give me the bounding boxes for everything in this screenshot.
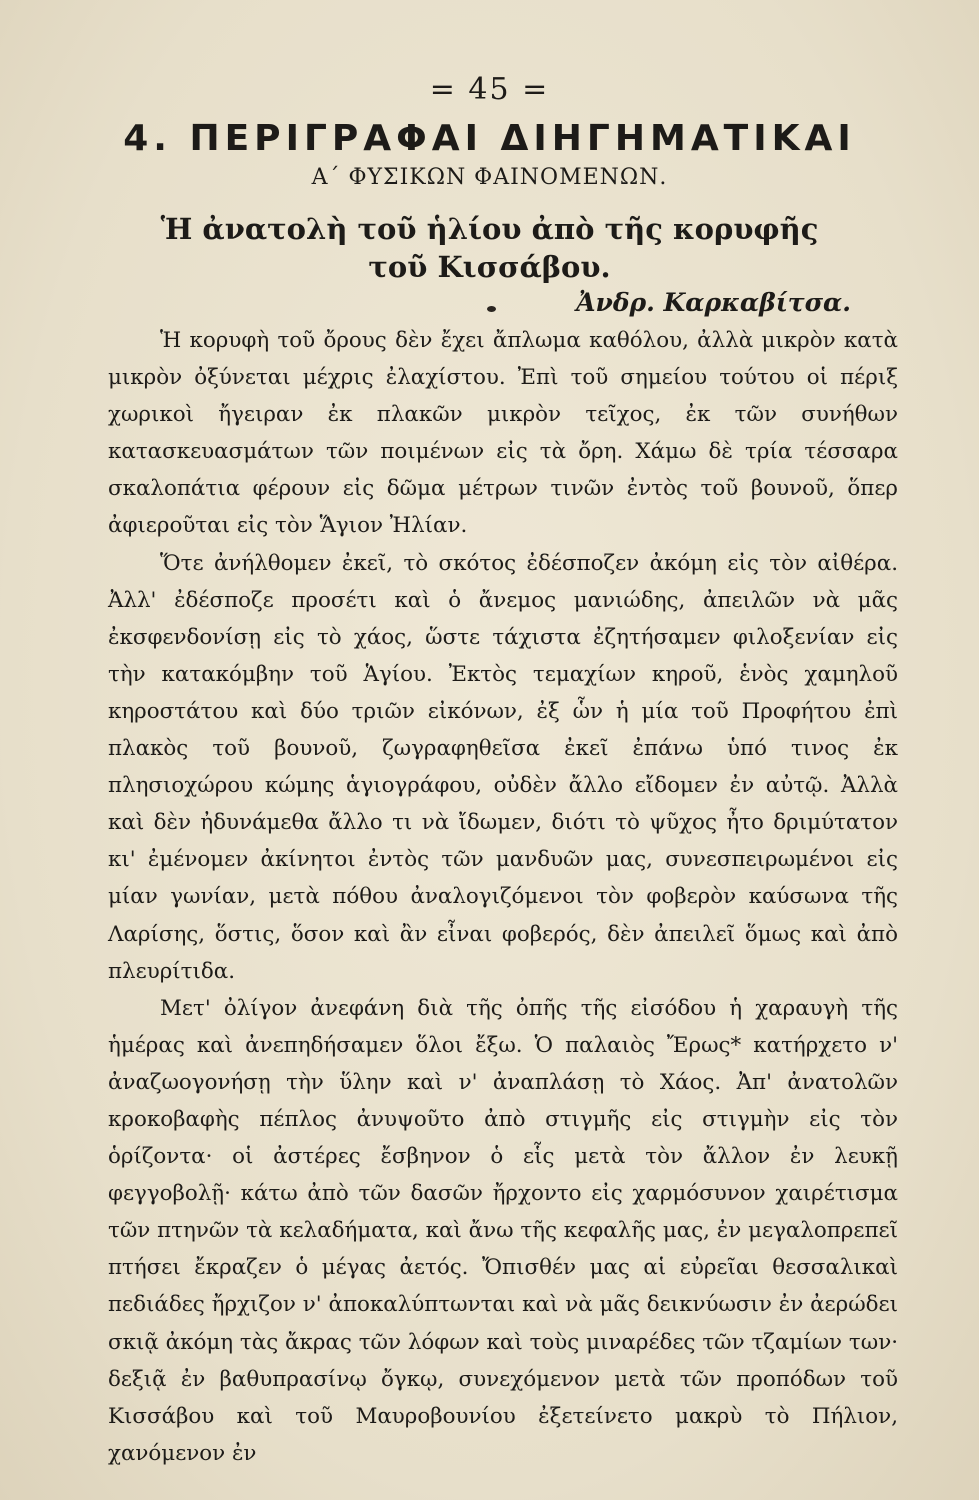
paragraph-2: Ὅτε ἀνήλθομεν ἐκεῖ, τὸ σκότος ἐδέσποζεν ἀκόμη εἰς τὸν αἰθέρα. Ἀλλ' ἐδέσποζε προσέτι καὶ ὁ ἄνεμος μανιώδης, ἀπειλῶν νὰ μᾶς ἐκσφενδονίσῃ εἰς τὸ χάος, ὥστε τάχιστα ἐζητήσαμεν φιλοξενίαν εἰς τὴν κατακόμβην τοῦ Ἁγίου. Ἐκτὸς τεμαχίων κηροῦ, ἑνὸς χαμηλοῦ κηροστάτου καὶ δύο τριῶν εἰκόνων, ἐξ ὧν ἡ μία τοῦ Προφήτου ἐπὶ πλακὸς τοῦ βουνοῦ, ζωγραφηθεῖσα ἐκεῖ ἐπάνω ὑπό τινος ἐκ πλησιοχώρου κώμης ἁγιογράφου, οὐδὲν ἄλλο εἴδομεν ἐν αὐτῷ. Ἀλλὰ καὶ δὲν ἠδυνάμεθα ἄλλο τι νὰ ἴδωμεν, διότι τὸ ψῦχος ἦτο δριμύτατον κι' ἐμένομεν ἀκίνητοι ἐντὸς τῶν μανδυῶν μας, συνεσπειρωμένοι εἰς μίαν γωνίαν, μετὰ πόθου ἀναλογιζόμενοι τὸν φοβερὸν καύσωνα τῆς Λαρίσης, ὅστις, ὅσον καὶ ἂν εἶναι φοβερός, δὲν ἀπειλεῖ ὅμως καὶ ἀπὸ πλευρίτιδα. [108,550,898,984]
article-title-line-1: Ἡ ἀνατολὴ τοῦ ἡλίου ἀπὸ τῆς κορυφῆς [160,212,819,246]
article-title-line-2: τοῦ Κισσάβου. [368,250,611,284]
chapter-title: 4. ΠΕΡΙΓΡΑΦΑΙ ΔΙΗΓΗΜΑΤΙΚΑΙ [123,118,856,159]
paragraph-1: Ἡ κορυφὴ τοῦ ὄρους δὲν ἔχει ἄπλωμα καθόλου, ἀλλὰ μικρὸν κατὰ μικρὸν ὀξύνεται μέχρις ἐλαχίστου. Ἐπὶ τοῦ σημείου τούτου οἱ πέριξ χωρικοὶ ἤγειραν ἐκ πλακῶν μικρὸν τεῖχος, ἐκ τῶν συνήθων κατασκευασμάτων τῶν ποιμένων εἰς τὰ ὄρη. Χάμω δὲ τρία τέσσαρα σκαλοπάτια φέρουν εἰς δῶμα μέτρων τινῶν ἐντὸς τοῦ βουνοῦ, ὅπερ ἀφιεροῦται εἰς τὸν Ἅγιον Ἠλίαν. [108,328,898,539]
body-text [108,322,898,1472]
ink-speck [487,306,496,312]
section-heading: Α΄ ΦΥΣΙΚΩΝ ΦΑΙΝΟΜΕΝΩΝ. [311,165,668,190]
page-number: = 45 = [429,72,550,107]
article-title [0,210,979,286]
paragraph-3: Μετ' ὀλίγον ἀνεφάνη διὰ τῆς ὀπῆς τῆς εἰσόδου ἡ χαραυγὴ τῆς ἡμέρας καὶ ἀνεπηδήσαμεν ὅλοι ἔξω. Ὁ παλαιὸς Ἔρως* κατήρχετο ν' ἀναζωογονήσῃ τὴν ὕλην καὶ ν' ἀναπλάσῃ τὸ Χάος. Ἀπ' ἀνατολῶν κροκοβαφὴς πέπλος ἀνυψοῦτο ἀπὸ στιγμῆς εἰς στιγμὴν εἰς τὸν ὁρίζοντα· οἱ ἀστέρες ἔσβηνον ὁ εἷς μετὰ τὸν ἄλλον ἐν λευκῇ φεγγοβολῇ· κάτω ἀπὸ τῶν δασῶν ἤρχοντο εἰς χαρμόσυνον χαιρέτισμα τῶν πτηνῶν τὰ κελαδήματα, καὶ ἄνω τῆς κεφαλῆς μας, ἐν μεγαλοπρεπεῖ πτήσει ἔκραζεν ὁ μέγας ἀετός. Ὄπισθέν μας αἱ εὐρεῖαι θεσσαλικαὶ πεδιάδες ἤρχιζον ν' ἀποκαλύπτωνται καὶ νὰ μᾶς δεικνύωσιν ἐν ἀερώδει σκιᾷ ἀκόμη τὰς ἄκρας τῶν λόφων καὶ τοὺς μιναρέδες τῶν τζαμίων των· δεξιᾷ ἐν βαθυπρασίνῳ ὄγκῳ, συνεχόμενον μετὰ τῶν προπόδων τοῦ Κισσάβου καὶ τοῦ Μαυροβουνίου ἐξετείνετο μακρὺ τὸ Πήλιον, χανόμενον ἐν [108,995,898,1466]
author-name: Ἀνδρ. Καρκαβίτσα. [576,288,851,317]
